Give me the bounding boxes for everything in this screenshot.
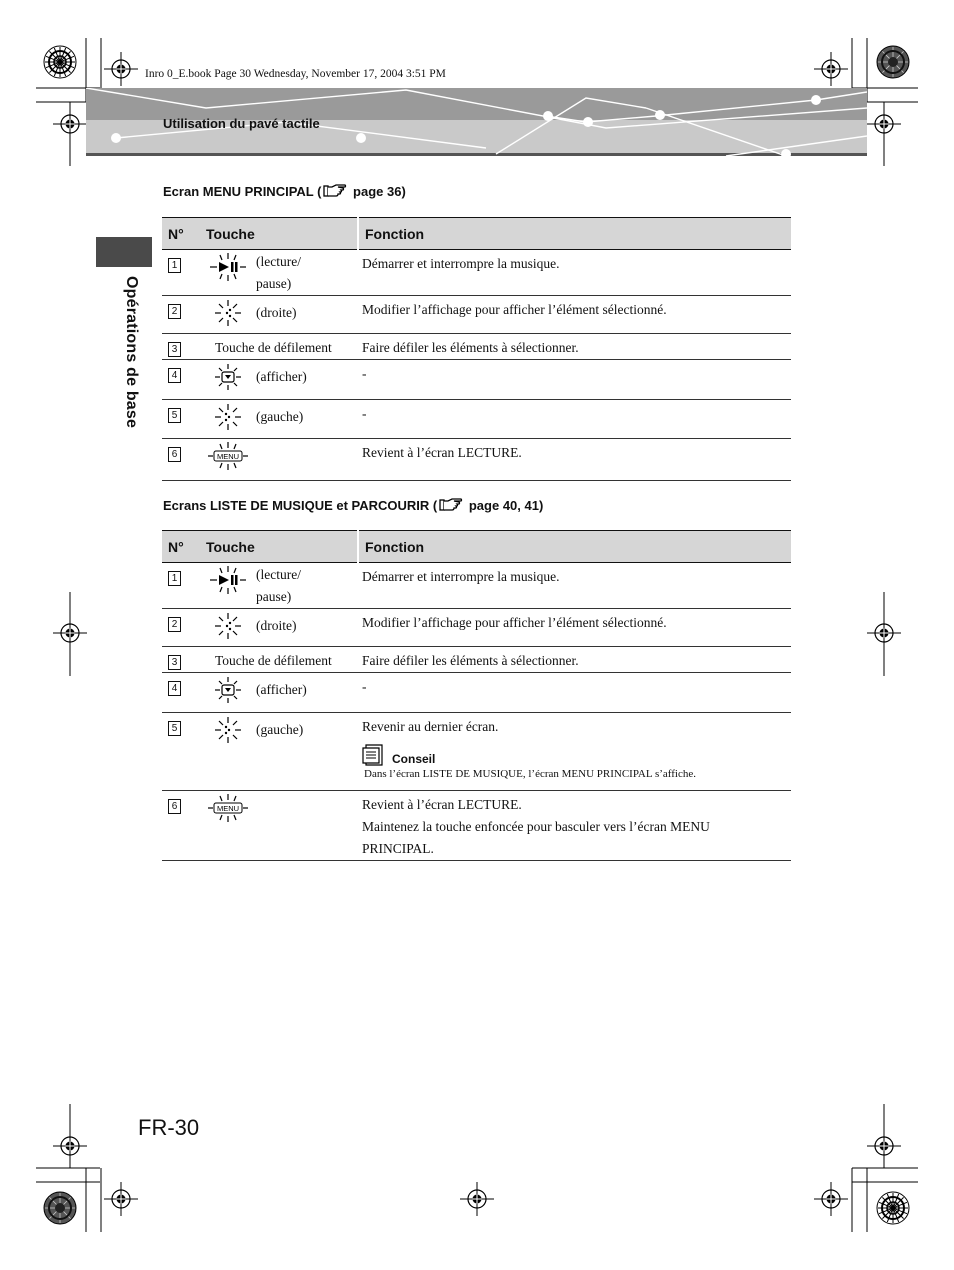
key-label: (droite) — [256, 618, 297, 633]
left-key-icon — [213, 715, 243, 745]
tip-title: Conseil — [392, 752, 436, 766]
row-number: 1 — [168, 258, 181, 273]
display-key-icon — [213, 362, 243, 392]
function-text: Modifier l’affichage pour afficher l’élément sélectionné. — [358, 296, 791, 334]
side-tab-marker — [96, 237, 152, 267]
column-header-num: N° — [162, 218, 200, 250]
side-tab-label: Opérations de base — [123, 276, 140, 429]
row-number: 4 — [168, 681, 181, 696]
row-number: 4 — [168, 368, 181, 383]
column-header-key: Touche — [200, 531, 358, 563]
page-number: FR-30 — [138, 1115, 200, 1140]
function-text: Revient à l’écran LECTURE. — [358, 439, 791, 481]
pointing-hand-icon — [439, 498, 463, 512]
note-icon — [362, 744, 386, 766]
key-label: (lecture/ pause) — [256, 567, 301, 604]
table-row — [162, 563, 791, 609]
row-number: 5 — [168, 408, 181, 423]
left-key-icon — [213, 402, 243, 432]
row-number: 3 — [168, 655, 181, 670]
play-pause-icon — [209, 565, 247, 595]
row-number: 3 — [168, 342, 181, 357]
row-number: 2 — [168, 617, 181, 632]
function-text: Faire défiler les éléments à sélectionner. — [358, 647, 791, 673]
key-label: (droite) — [256, 305, 297, 320]
section-title: Ecran MENU PRINCIPAL ( page 36) — [163, 184, 406, 199]
function-text: Modifier l’affichage pour afficher l’élément sélectionné. — [358, 609, 791, 647]
column-header-num: N° — [162, 531, 200, 563]
key-label: (lecture/ pause) — [256, 254, 301, 291]
row-number: 1 — [168, 571, 181, 586]
menu-key-icon — [207, 441, 249, 471]
menu-key-icon — [207, 793, 249, 823]
section-title: Ecrans LISTE DE MUSIQUE et PARCOURIR ( page 40, 41) — [163, 498, 544, 513]
key-label: (afficher) — [256, 682, 307, 697]
row-number: 2 — [168, 304, 181, 319]
pointing-hand-icon — [323, 184, 347, 198]
menu-key-icon-text: MENU — [216, 452, 240, 461]
table-row — [162, 250, 791, 296]
key-label: (gauche) — [256, 409, 304, 424]
column-header-key: Touche — [200, 218, 358, 250]
right-key-icon — [213, 298, 243, 328]
table-row — [162, 334, 791, 360]
table-row — [162, 791, 791, 861]
menu-principal-table — [162, 217, 791, 481]
table-row — [162, 647, 791, 673]
table-row — [162, 713, 791, 791]
function-text: Revenir au dernier écran. — [362, 719, 499, 734]
function-text: - — [358, 400, 791, 439]
column-header-function: Fonction — [358, 531, 791, 563]
table-row — [162, 609, 791, 647]
menu-key-icon-text: MENU — [216, 804, 240, 813]
right-key-icon — [213, 611, 243, 641]
function-text: Démarrer et interrompre la musique. — [358, 563, 791, 609]
function-text: Revient à l’écran LECTURE. — [362, 797, 522, 812]
function-text: - — [358, 673, 791, 713]
table-row — [162, 296, 791, 334]
function-text: - — [358, 360, 791, 400]
tip-box — [362, 744, 785, 782]
row-number: 6 — [168, 799, 181, 814]
table-header-row — [162, 531, 791, 563]
function-text: Faire défiler les éléments à sélectionner. — [358, 334, 791, 360]
play-pause-icon — [209, 252, 247, 282]
display-key-icon — [213, 675, 243, 705]
row-number: 6 — [168, 447, 181, 462]
key-label: Touche de défilement — [215, 340, 332, 355]
table-row — [162, 673, 791, 713]
row-number: 5 — [168, 721, 181, 736]
table-row — [162, 360, 791, 400]
tip-text: Dans l’écran LISTE DE MUSIQUE, l’écran MENU PRINCIPAL s’affiche. — [364, 768, 696, 780]
table-header-row — [162, 218, 791, 250]
key-label: (afficher) — [256, 369, 307, 384]
key-label: (gauche) — [256, 722, 304, 737]
table-row — [162, 439, 791, 481]
book-info: Inro 0_E.book Page 30 Wednesday, November 17, 2004 3:51 PM — [145, 68, 446, 80]
function-text: Démarrer et interrompre la musique. — [358, 250, 791, 296]
liste-musique-table — [162, 530, 791, 861]
key-label: Touche de défilement — [215, 653, 332, 668]
table-row — [162, 400, 791, 439]
function-text-extra: Maintenez la touche enfoncée pour basculer vers l’écran MENU PRINCIPAL. — [362, 819, 710, 856]
header-title: Utilisation du pavé tactile — [163, 116, 320, 131]
column-header-function: Fonction — [358, 218, 791, 250]
